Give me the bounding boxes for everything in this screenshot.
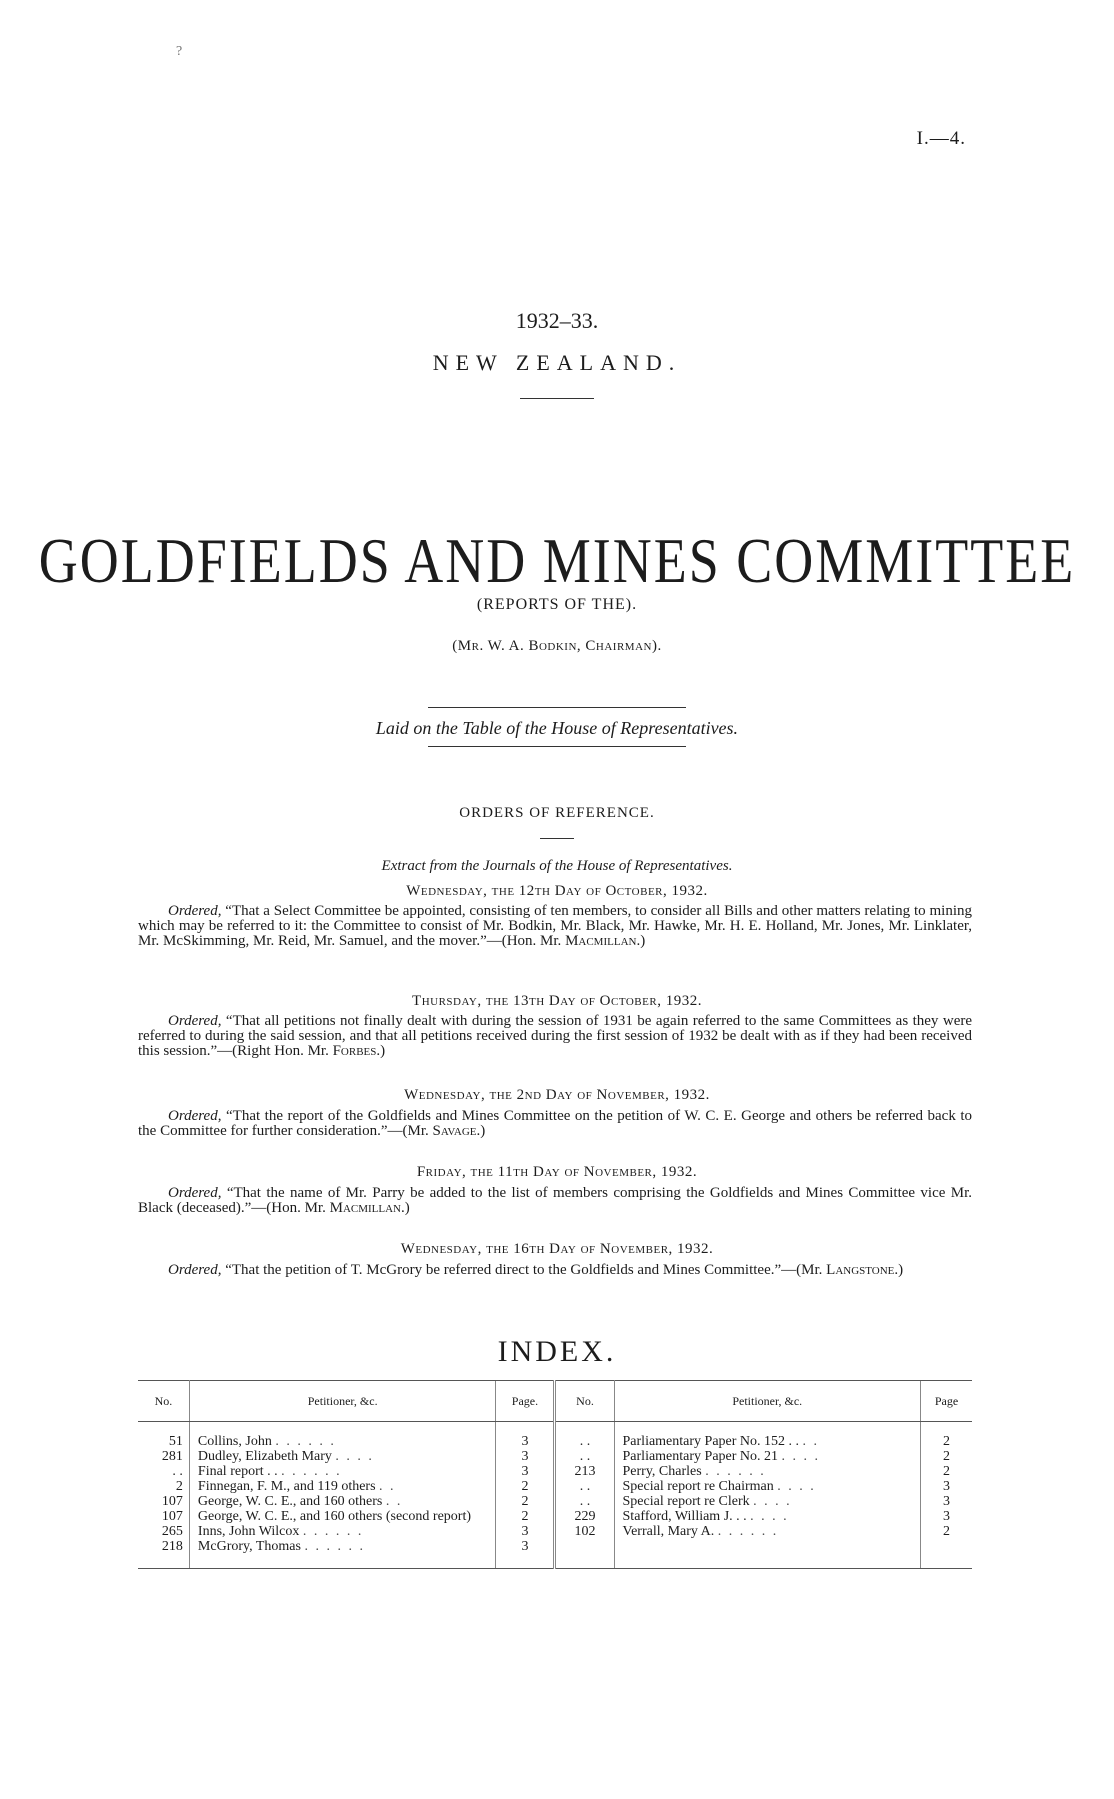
leader-dots: . . . . . .	[275, 1434, 336, 1449]
ordered-label: Ordered,	[168, 1013, 222, 1029]
left-no: 218	[138, 1539, 189, 1554]
left-page: 2	[496, 1479, 555, 1494]
petitioner-name: George, W. C. E., and 160 others	[197, 1494, 383, 1509]
ordered-label: Ordered,	[168, 1262, 222, 1278]
laid-on-table-line: Laid on the Table of the House of Representatives.	[375, 718, 739, 738]
right-page: 3	[921, 1494, 972, 1509]
order-paragraph	[138, 1014, 972, 1059]
left-no: . .	[138, 1464, 189, 1479]
order-date: Friday, the 11th Day of November, 1932.	[416, 1164, 698, 1180]
left-petitioner	[189, 1449, 496, 1464]
order-text: “That the report of the Goldfields and Mines Committee on the petition of W. C. E. George and others be referred back to the Committee for further consideration.”—(Mr.	[138, 1108, 973, 1139]
order-date: Wednesday, the 2nd Day of November, 1932.	[404, 1087, 710, 1103]
left-page: 2	[496, 1509, 555, 1524]
session-year: 1932–33.	[515, 308, 599, 333]
table-row	[138, 1539, 972, 1554]
petitioner-name: Finnegan, F. M., and 119 others	[197, 1479, 376, 1494]
order-tail: .)	[401, 1200, 410, 1216]
order-text: “That all petitions not finally dealt with during the session of 1931 be again referred to the same Committees as they were referred to during the said session, and that all petitions received during the first session of 1932 be dealt with as if they had been received this session.”—(Right Hon. Mr.	[138, 1013, 972, 1059]
right-petitioner	[614, 1524, 921, 1539]
right-page: 2	[921, 1434, 972, 1449]
left-petitioner	[189, 1509, 496, 1524]
leader-dots: . . . .	[753, 1494, 792, 1509]
leader-dots: . .	[802, 1434, 820, 1449]
left-petitioner	[189, 1524, 496, 1539]
petitioner-name: Collins, John	[197, 1434, 272, 1449]
right-petitioner	[614, 1479, 921, 1494]
order-paragraph	[138, 1109, 972, 1139]
right-page: 2	[921, 1524, 972, 1539]
left-no: 265	[138, 1524, 189, 1539]
left-petitioner	[189, 1479, 496, 1494]
right-petitioner	[614, 1464, 921, 1479]
petitioner-name: Special report re Chairman	[622, 1479, 774, 1494]
page-subtitle: (REPORTS OF THE).	[476, 596, 638, 613]
left-page: 3	[496, 1524, 555, 1539]
table-row	[138, 1464, 972, 1479]
col-header-petitioner: Petitioner, &c.	[189, 1381, 496, 1422]
order-date: Wednesday, the 16th Day of November, 1932.	[400, 1241, 714, 1257]
order-mover: Savage	[432, 1123, 477, 1139]
order-mover: Macmillan	[329, 1200, 401, 1216]
right-petitioner	[614, 1509, 921, 1524]
order-text: “That a Select Committee be appointed, consisting of ten members, to consider all Bills and other matters relating to mining which may be referred to it: the Committee to consist of Mr. Bodkin, Mr. Black, Mr. Hawke, Mr. H. E. Holland, Mr. Jones, Mr. Linklater, Mr. McSkimming, Mr. Reid, Mr. Samuel, and the mover.”—(Hon. Mr.	[138, 903, 972, 949]
leader-dots: . . . .	[750, 1509, 789, 1524]
order-tail: .)	[476, 1123, 486, 1139]
order-date: Wednesday, the 12th Day of October, 1932.	[406, 883, 708, 899]
journals-extract-line: Extract from the Journals of the House of Representatives.	[381, 858, 733, 874]
left-page: 3	[496, 1434, 555, 1449]
order-paragraph	[138, 1263, 972, 1278]
left-no: 281	[138, 1449, 189, 1464]
divider-bottom	[428, 746, 686, 747]
petitioner-name: Final report . .	[197, 1464, 278, 1479]
table-row	[138, 1509, 972, 1524]
leader-dots: . . . . . .	[304, 1539, 365, 1554]
right-petitioner	[614, 1494, 921, 1509]
leader-dots: . .	[379, 1479, 396, 1494]
order-tail: .)	[894, 1262, 904, 1278]
table-row	[138, 1524, 972, 1539]
left-no: 51	[138, 1434, 189, 1449]
index-table	[138, 1380, 972, 1569]
petitioner-name: Dudley, Elizabeth Mary	[197, 1449, 332, 1464]
table-row	[138, 1449, 972, 1464]
order-mover: Langstone	[826, 1262, 895, 1278]
order-date: Thursday, the 13th Day of October, 1932.	[412, 993, 702, 1009]
order-mover: Forbes	[332, 1043, 377, 1059]
right-page: 3	[921, 1509, 972, 1524]
order-tail: .)	[636, 933, 646, 949]
right-no: . .	[555, 1494, 614, 1509]
ordered-label: Ordered,	[168, 1185, 222, 1201]
table-row	[138, 1434, 972, 1449]
divider-short	[520, 398, 594, 399]
col-header-page: Page	[921, 1381, 972, 1422]
order-paragraph	[138, 1186, 972, 1216]
petitioner-name: Verrall, Mary A.	[622, 1524, 715, 1539]
left-page: 3	[496, 1464, 555, 1479]
right-no: 213	[555, 1464, 614, 1479]
petitioner-name: Inns, John Wilcox	[197, 1524, 300, 1539]
order-text: “That the name of Mr. Parry be added to the list of members comprising the Goldfields and Mines Committee vice Mr. Black (deceased).”—(Hon. Mr.	[138, 1185, 972, 1216]
col-header-no: No.	[555, 1381, 614, 1422]
left-petitioner	[189, 1494, 496, 1509]
leader-dots: . . . .	[781, 1449, 821, 1464]
petitioner-name: McGrory, Thomas	[197, 1539, 301, 1554]
right-page: 2	[921, 1464, 972, 1479]
right-page: 3	[921, 1479, 972, 1494]
right-petitioner	[614, 1434, 921, 1449]
divider-orders	[540, 838, 574, 839]
right-petitioner	[614, 1449, 921, 1464]
right-no: 102	[555, 1524, 614, 1539]
left-petitioner	[189, 1434, 496, 1449]
leader-dots: . . . . . .	[281, 1464, 342, 1479]
order-text: “That the petition of T. McGrory be referred direct to the Goldfields and Mines Committee.”—(Mr.	[225, 1262, 827, 1278]
right-no: . .	[555, 1479, 614, 1494]
petitioner-name: Special report re Clerk	[622, 1494, 750, 1509]
table-row	[138, 1494, 972, 1509]
left-no: 107	[138, 1509, 189, 1524]
left-page: 2	[496, 1494, 555, 1509]
leader-dots: . . . .	[777, 1479, 816, 1494]
ordered-label: Ordered,	[168, 903, 222, 919]
right-no: . .	[555, 1449, 614, 1464]
table-row	[138, 1479, 972, 1494]
petitioner-name: Parliamentary Paper No. 152 . .	[622, 1434, 800, 1449]
page-mark: ?	[176, 44, 183, 59]
left-petitioner	[189, 1464, 496, 1479]
leader-dots: . . . . . .	[717, 1524, 779, 1539]
chairman-line: (Mr. W. A. Bodkin, Chairman).	[452, 638, 662, 654]
right-no: 229	[555, 1509, 614, 1524]
petitioner-name: Parliamentary Paper No. 21	[622, 1449, 779, 1464]
order-tail: .)	[376, 1043, 386, 1059]
left-page: 3	[496, 1449, 555, 1464]
petitioner-name: Stafford, William J. . .	[622, 1509, 747, 1524]
page-title: GOLDFIELDS AND MINES COMMITTEE	[38, 525, 1076, 596]
leader-dots: . . . . . .	[302, 1524, 364, 1539]
col-header-petitioner: Petitioner, &c.	[614, 1381, 921, 1422]
country-heading: NEW ZEALAND.	[432, 350, 682, 375]
document-reference: I.—4.	[916, 128, 966, 149]
left-no: 2	[138, 1479, 189, 1494]
col-header-no: No.	[138, 1381, 189, 1422]
left-page: 3	[496, 1539, 555, 1554]
index-header-row	[138, 1381, 972, 1422]
leader-dots: . . . . . .	[705, 1464, 766, 1479]
order-mover: Macmillan	[565, 933, 637, 949]
right-no: . .	[555, 1434, 614, 1449]
leader-dots: . .	[385, 1494, 403, 1509]
index-heading: INDEX.	[497, 1335, 617, 1368]
petitioner-name: Perry, Charles	[622, 1464, 702, 1479]
leader-dots: . . . .	[335, 1449, 374, 1464]
ordered-label: Ordered,	[168, 1108, 222, 1124]
order-paragraph	[138, 904, 972, 949]
col-header-page: Page.	[496, 1381, 555, 1422]
right-page: 2	[921, 1449, 972, 1464]
petitioner-name: George, W. C. E., and 160 others (second report)	[197, 1509, 471, 1524]
left-no: 107	[138, 1494, 189, 1509]
left-petitioner	[189, 1539, 496, 1554]
orders-of-reference-heading: ORDERS OF REFERENCE.	[459, 805, 655, 821]
divider-top	[428, 707, 686, 708]
